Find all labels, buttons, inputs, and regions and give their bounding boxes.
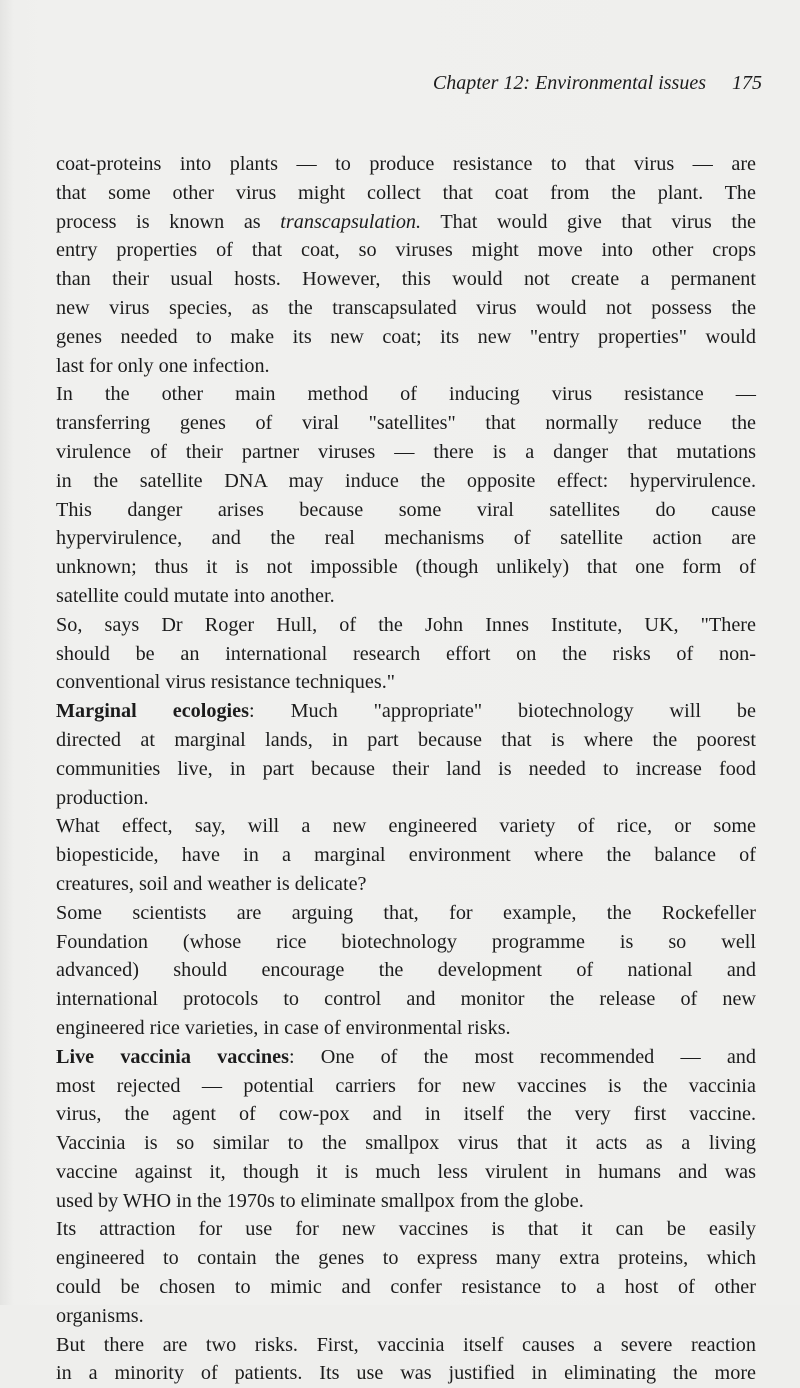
text-line: advanced) should encourage the development of national and (56, 959, 756, 982)
text-line: Its attraction for use for new vaccines is that it can be easily (56, 1218, 756, 1241)
text-line: communities live, in part because their land is needed to increase food (56, 757, 756, 780)
text-line: virulence of their partner viruses — there is a danger that mutations (56, 440, 756, 463)
text-line: vaccine against it, though it is much less virulent in humans and was (56, 1160, 756, 1183)
text-line: unknown; thus it is not impossible (though unlikely) that one form of (56, 556, 756, 579)
text-line: organisms. (56, 1304, 144, 1327)
text-line: entry properties of that coat, so viruses might move into other crops (56, 239, 756, 262)
text-line: transferring genes of viral "satellites" that normally reduce the (56, 412, 756, 435)
text-line: engineered rice varieties, in case of environmental risks. (56, 1016, 511, 1039)
chapter-title: Chapter 12: Environmental issues (432, 72, 706, 94)
page-number: 175 (732, 72, 762, 94)
text-line: virus, the agent of cow-pox and in itself the very first vaccine. (56, 1103, 756, 1126)
text-run: That would give that virus the (421, 210, 756, 233)
run-in-heading: Marginal ecologies (56, 700, 249, 723)
text-run: : Much "appropriate" biotechnology will be (248, 700, 756, 723)
text-line: Vaccinia is so similar to the smallpox virus that it acts as a living (56, 1132, 756, 1155)
text-line (56, 697, 756, 726)
text-run: process is known as (56, 210, 281, 233)
text-line: coat-proteins into plants — to produce resistance to that virus — are (56, 153, 756, 175)
text-line: In the other main method of inducing virus resistance — (56, 383, 756, 406)
text-line: could be chosen to mimic and confer resistance to a host of other (56, 1276, 756, 1299)
text-line: biopesticide, have in a marginal environment where the balance of (56, 844, 756, 867)
text-line: in a minority of patients. Its use was justified in eliminating the more (56, 1362, 756, 1385)
text-run: : One of the most recommended — and (288, 1045, 756, 1068)
text-line: This danger arises because some viral satellites do cause (56, 498, 756, 521)
text-line: new virus species, as the transcapsulated virus would not possess the (56, 296, 756, 319)
text-line: So, says Dr Roger Hull, of the John Innes Institute, UK, "There (56, 613, 756, 636)
text-line: genes needed to make its new coat; its new "entry properties" would (56, 325, 756, 348)
text-line: creatures, soil and weather is delicate? (56, 872, 367, 895)
text-line: hypervirulence, and the real mechanisms of satellite action are (56, 527, 756, 550)
text-line: most rejected — potential carriers for new vaccines is the vaccinia (56, 1074, 756, 1097)
text-line: What effect, say, will a new engineered variety of rice, or some (56, 815, 756, 838)
text-line: But there are two risks. First, vaccinia itself causes a severe reaction (56, 1333, 756, 1356)
run-in-heading: Live vaccinia vaccines (56, 1045, 289, 1068)
text-line: last for only one infection. (56, 354, 270, 377)
text-line: conventional virus resistance techniques." (56, 671, 395, 694)
body-text (56, 150, 756, 1388)
text-line: that some other virus might collect that coat from the plant. The (56, 181, 756, 204)
text-line: Some scientists are arguing that, for example, the Rockefeller (56, 901, 756, 924)
text-line (56, 208, 756, 237)
text-line: in the satellite DNA may induce the opposite effect: hypervirulence. (56, 469, 756, 492)
italic-term: transcapsulation. (280, 210, 422, 233)
text-line: used by WHO in the 1970s to eliminate smallpox from the globe. (56, 1189, 584, 1212)
text-line: should be an international research effort on the risks of non- (56, 642, 756, 665)
text-line: Foundation (whose rice biotechnology programme is so well (56, 930, 756, 953)
text-line: satellite could mutate into another. (56, 584, 335, 607)
text-line: international protocols to control and monitor the release of new (56, 988, 756, 1011)
text-line: engineered to contain the genes to express many extra proteins, which (56, 1247, 756, 1270)
text-line (56, 1043, 756, 1072)
running-head (0, 72, 762, 95)
text-line: directed at marginal lands, in part because that is where the poorest (56, 728, 756, 751)
text-line: than their usual hosts. However, this would not create a permanent (56, 268, 756, 291)
text-line: production. (56, 786, 149, 809)
